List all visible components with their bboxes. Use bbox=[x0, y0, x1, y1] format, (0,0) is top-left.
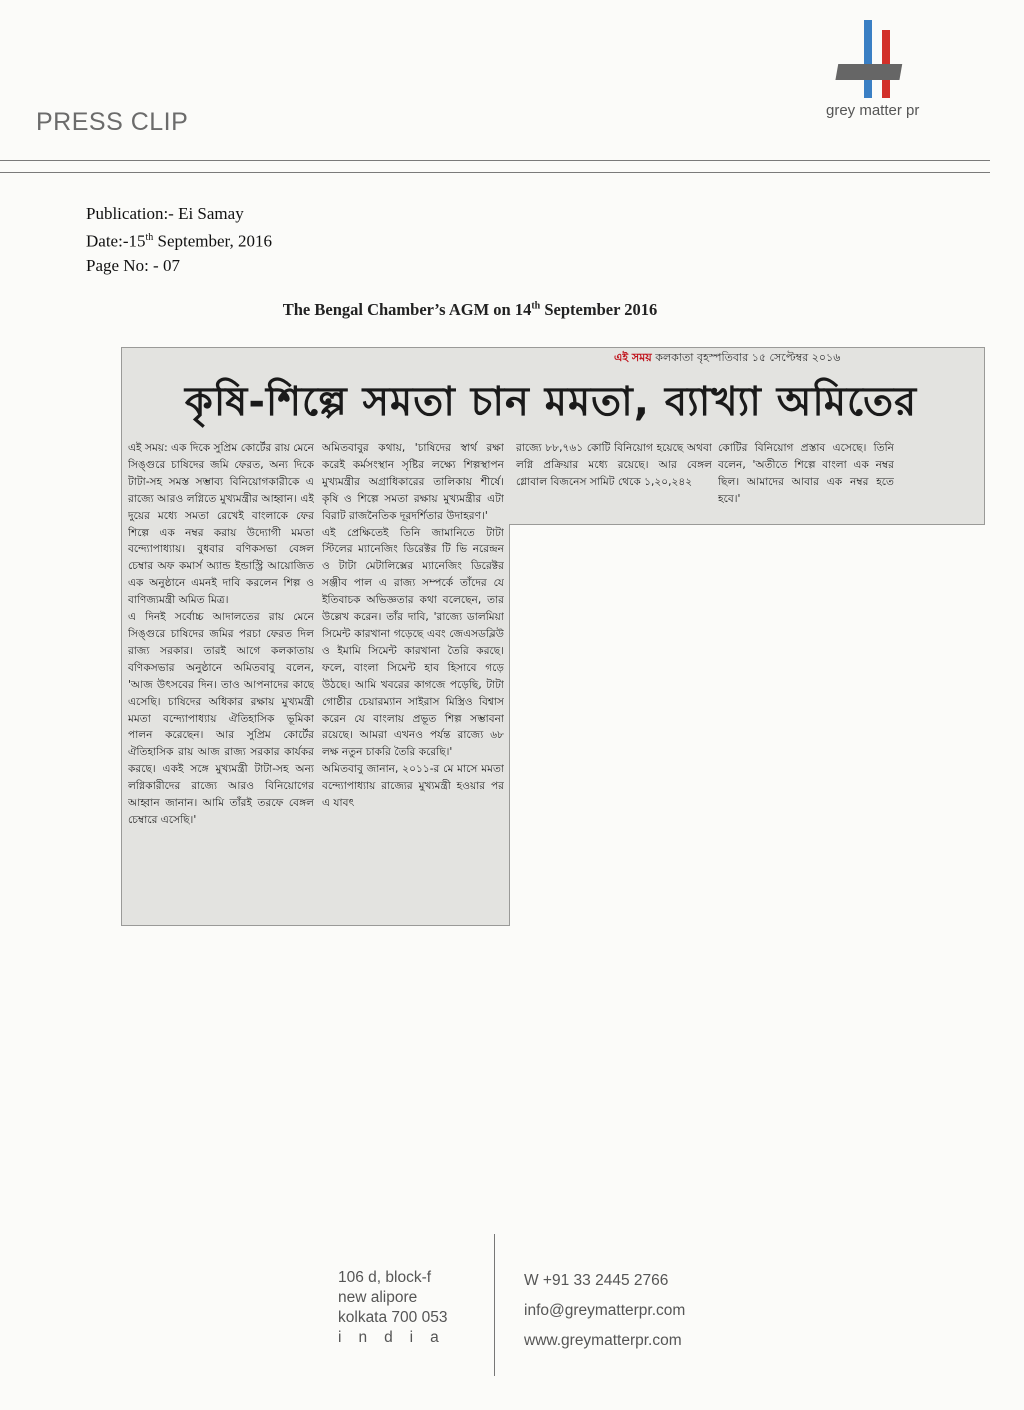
footer-divider bbox=[494, 1234, 495, 1376]
logo-wordmark: grey matter pr bbox=[826, 102, 920, 119]
article-paragraph: এ দিনই সর্বোচ্চ আদালতের রায় মেনে সিঙ্গুরে চাষিদের জমির পরচা ফেরত দিল রাজ্য সরকার। তারই আগে কলকাতায় বণিকসভার অনুষ্ঠানে অমিতবাবু বলেন, 'আজ উৎসবের দিন। তাও আপনাদের কাছে এসেছি। চাষিদের অধিকার রক্ষায় মুখ্যমন্ত্রী মমতা বন্দ্যোপাধ্যায় ঐতিহাসিক ভূমিকা পালন করেছেন। আর সুপ্রিম কোর্টের ঐতিহাসিক রায় আজ রাজ্য সরকার কার্যকর করছে। একই সঙ্গে মুখ্যমন্ত্রী টাটা-সহ অন্য লগ্নিকারীদের রাজ্যে আরও বিনিয়োগের আহ্বান জানান। আমি তাঁরই তরফে বেঙ্গল চেম্বারে এসেছি।' bbox=[128, 611, 314, 826]
header-rule-bottom bbox=[0, 172, 990, 173]
address-line-4: india bbox=[338, 1329, 456, 1346]
date-sup: th bbox=[145, 232, 154, 243]
newspaper-dateline bbox=[614, 349, 840, 368]
newspaper-brand: এই সময় bbox=[614, 351, 652, 364]
grey-matter-logo-icon bbox=[826, 20, 946, 102]
footer-address bbox=[338, 1268, 456, 1348]
contact-phone: W +91 33 2445 2766 bbox=[524, 1272, 669, 1289]
footer-contact bbox=[524, 1266, 685, 1356]
article-column-2 bbox=[322, 440, 504, 922]
title-sup: th bbox=[531, 300, 541, 312]
header-rule-top bbox=[0, 160, 990, 161]
title-prefix: The Bengal Chamber’s AGM on 14 bbox=[282, 300, 532, 319]
article-paragraph: রাজ্যে ৮৮,৭৬১ কোটি বিনিয়োগ হয়েছে অথবা লগ্নি প্রক্রিয়ার মধ্যে রয়েছে। আর বেঙ্গল গ্লোবাল বিজনেস সামিট থেকে ১,২০,২৪২ bbox=[516, 442, 712, 488]
article-paragraph: অমিতবাবু জানান, ২০১১-র মে মাসে মমতা বন্দ্যোপাধ্যায় রাজ্যের মুখ্যমন্ত্রী হওয়ার পর এ যাবৎ bbox=[322, 763, 504, 810]
address-line-1: 106 d, block-f bbox=[338, 1269, 432, 1286]
article-column-3 bbox=[516, 440, 712, 522]
article-paragraph: এই সময়: এক দিকে সুপ্রিম কোর্টের রায় মেনে সিঙ্গুরে চাষিদের জমি ফেরত, অন্য দিকে টাটা-সহ সমস্ত সম্ভাব্য বিনিয়োগকারীকে এ রাজ্যে আরও লগ্নিতে মুখ্যমন্ত্রীর আহ্বান। এই দুয়ের মধ্যে সমতা রেখেই বাংলাকে ফের শিল্পে এক নম্বর করায় উদ্যোগী মমতা বন্দ্যোপাধ্যায়। বুধবার বণিকসভা বেঙ্গল চেম্বার অফ কমার্স অ্যান্ড ইন্ডাস্ট্রি আয়োজিত এক অনুষ্ঠানে এমনই দাবি করলেন শিল্প ও বাণিজ্যমন্ত্রী অমিত মিত্র। bbox=[128, 442, 314, 607]
press-clip-label: PRESS CLIP bbox=[36, 108, 189, 136]
contact-website[interactable]: www.greymatterpr.com bbox=[524, 1332, 682, 1349]
article-column-4 bbox=[718, 440, 894, 522]
document-title bbox=[0, 300, 940, 320]
publication-meta bbox=[86, 202, 272, 278]
article-headline: কৃষি-শিল্পে সমতা চান মমতা, ব্যাখ্যা অমিতের bbox=[184, 379, 918, 425]
dateline-text: কলকাতা বৃহস্পতিবার ১৫ সেপ্টেম্বর ২০১৬ bbox=[651, 351, 841, 364]
grey-matter-logo bbox=[826, 20, 946, 130]
contact-email[interactable]: info@greymatterpr.com bbox=[524, 1302, 686, 1319]
date-line bbox=[86, 226, 272, 254]
date-suffix: September, 2016 bbox=[153, 231, 273, 251]
article-paragraph: এই প্রেক্ষিতেই তিনি জামানিতে টাটা স্টিলের ম্যানেজিং ডিরেক্টর টি ভি নরেন্দ্রন ও টাটা মেটালিক্সের ম্যানেজিং ডিরেক্টর সঞ্জীব পাল এ রাজ্য সম্পর্কে তাঁদের যে ইতিবাচক অভিজ্ঞতার কথা বলেছেন, তার উল্লেখ করেন। তাঁর দাবি, 'রাজ্যে ডালমিয়া সিমেন্ট কারখানা গড়েছে এবং জেএসডব্লিউ ও ইমামি সিমেন্ট কারখানা তৈরি করছে। ফলে, বাংলা সিমেন্ট হাব হিসাবে গড়ে উঠছে। আমি খবরের কাগজে পড়েছি, টাটা গোষ্ঠীর চেয়ারম্যান সাইরাস মিস্ত্রিও বিশ্বাস করেন যে বাংলায় প্রভূত শিল্প সম্ভাবনা রয়েছে। আমরা এখনও পর্যন্ত রাজ্যে ৬৮ লক্ষ নতুন চাকরি তৈরি করেছি।' bbox=[322, 526, 504, 759]
article-paragraph: কোটির বিনিয়োগ প্রস্তাব এসেছে। তিনি বলেন, 'অতীতে শিল্পে বাংলা এক নম্বর ছিল। আমাদের আবার এক নম্বর হতে হবে।' bbox=[718, 442, 894, 505]
publication-line: Publication:- Ei Samay bbox=[86, 204, 244, 223]
article-column-1 bbox=[128, 440, 314, 922]
address-line-3: kolkata 700 053 bbox=[338, 1309, 448, 1326]
title-suffix: September 2016 bbox=[540, 300, 658, 319]
date-prefix: Date:-15 bbox=[86, 231, 146, 251]
page-number-line: Page No: - 07 bbox=[86, 255, 180, 275]
article-paragraph: অমিতবাবুর কথায়, 'চাষিদের স্বার্থ রক্ষা করেই কর্মসংস্থান সৃষ্টির লক্ষ্যে শিল্পস্থাপন মুখ্যমন্ত্রীর অগ্রাধিকারের তালিকায় শীর্ষে। কৃষি ও শিল্পে সমতা রক্ষায় মুখ্যমন্ত্রীর এটা বিরাট রাজনৈতিক দূরদর্শিতার উদাহরণ।' bbox=[322, 442, 504, 522]
address-line-2: new alipore bbox=[338, 1289, 418, 1306]
